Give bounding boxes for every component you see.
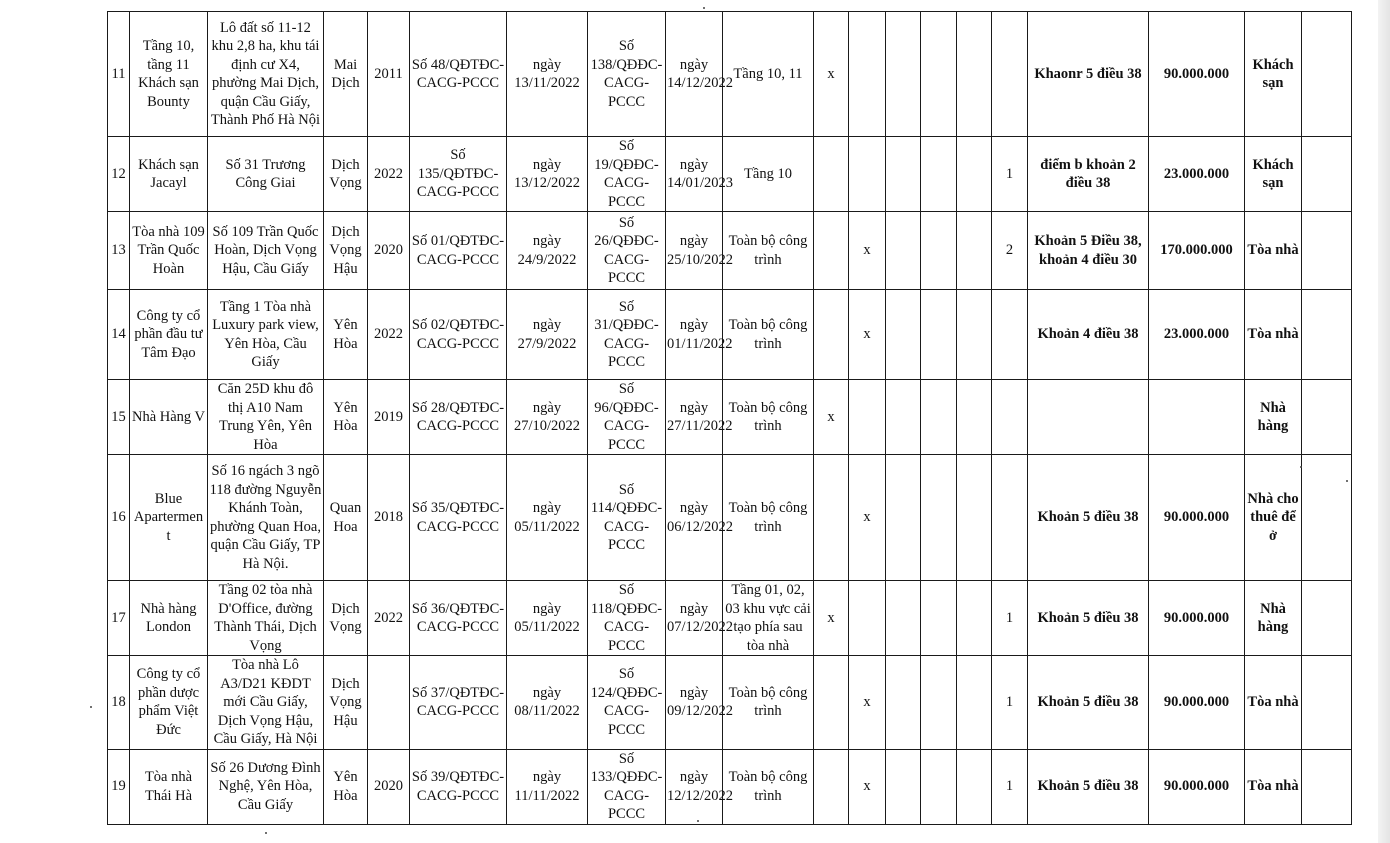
col13-cell [886,137,921,212]
name-cell: Tầng 10, tầng 11 Khách sạn Bounty [130,12,208,137]
mark2-cell: x [849,656,886,750]
count-cell [992,380,1028,455]
mark1-cell [814,290,849,380]
col13-cell [886,12,921,137]
mark1-cell: x [814,12,849,137]
approval-cell: Số 36/QĐTĐC-CACG-PCCC [410,581,507,656]
mark2-cell [849,137,886,212]
mark1-cell [814,137,849,212]
address-cell: Tầng 1 Tòa nhà Luxury park view, Yên Hòa, Cầu Giấy [208,290,324,380]
year-cell: 2022 [368,290,410,380]
col14-cell [921,380,957,455]
type-cell: Nhà hàng [1245,581,1302,656]
name-cell: Khách sạn Jacayl [130,137,208,212]
mark1-cell [814,455,849,581]
table-row [108,290,1352,380]
law-cell: điểm b khoản 2 điều 38 [1028,137,1149,212]
col14-cell [921,749,957,824]
approval-date-cell: ngày 05/11/2022 [507,455,588,581]
col14-cell [921,137,957,212]
scope-cell: Toàn bộ công trình [723,749,814,824]
blank-cell [1302,455,1352,581]
acceptance-date-cell: ngày 12/12/2022 [666,749,723,824]
year-cell: 2022 [368,137,410,212]
mark2-cell: x [849,212,886,290]
year-cell: 2011 [368,12,410,137]
law-cell: Khoản 5 điều 38 [1028,455,1149,581]
approval-date-cell: ngày 11/11/2022 [507,749,588,824]
col14-cell [921,290,957,380]
scope-cell: Toàn bộ công trình [723,455,814,581]
col13-cell [886,380,921,455]
acceptance-date-cell: ngày 25/10/2022 [666,212,723,290]
ward-cell: Yên Hòa [324,290,368,380]
col14-cell [921,12,957,137]
acceptance-cell: Số 124/QĐĐC-CACG-PCCC [588,656,666,750]
acceptance-date-cell: ngày 07/12/2022 [666,581,723,656]
mark2-cell [849,380,886,455]
type-cell: Tòa nhà [1245,290,1302,380]
ward-cell: Dịch Vọng Hậu [324,212,368,290]
col15-cell [957,12,992,137]
ward-cell: Dịch Vọng [324,581,368,656]
law-cell: Khoản 5 điều 38 [1028,581,1149,656]
address-cell: Số 26 Dương Đình Nghệ, Yên Hòa, Cầu Giấy [208,749,324,824]
stt-cell: 11 [108,12,130,137]
scan-speck [1346,480,1348,482]
col14-cell [921,212,957,290]
mark2-cell [849,12,886,137]
table-row [108,12,1352,137]
acceptance-cell: Số 114/QĐĐC-CACG-PCCC [588,455,666,581]
type-cell: Nhà cho thuê để ở [1245,455,1302,581]
table-row [108,749,1352,824]
acceptance-date-cell: ngày 14/01/2023 [666,137,723,212]
approval-cell: Số 28/QĐTĐC-CACG-PCCC [410,380,507,455]
type-cell: Tòa nhà [1245,749,1302,824]
blank-cell [1302,212,1352,290]
mark1-cell [814,212,849,290]
count-cell: 1 [992,137,1028,212]
name-cell: Tòa nhà Thái Hà [130,749,208,824]
ward-cell: Mai Dịch [324,12,368,137]
mark2-cell: x [849,455,886,581]
mark1-cell: x [814,380,849,455]
acceptance-cell: Số 118/QĐĐC-CACG-PCCC [588,581,666,656]
table-body [108,12,1352,825]
violations-table [107,11,1352,825]
acceptance-cell: Số 26/QĐĐC-CACG-PCCC [588,212,666,290]
stt-cell: 17 [108,581,130,656]
col15-cell [957,290,992,380]
acceptance-date-cell: ngày 09/12/2022 [666,656,723,750]
col14-cell [921,581,957,656]
name-cell: Công ty cổ phần dược phẩm Việt Đức [130,656,208,750]
stt-cell: 14 [108,290,130,380]
approval-cell: Số 37/QĐTĐC-CACG-PCCC [410,656,507,750]
acceptance-cell: Số 133/QĐĐC-CACG-PCCC [588,749,666,824]
type-cell: Khách sạn [1245,12,1302,137]
address-cell: Lô đất số 11-12 khu 2,8 ha, khu tái định cư X4, phường Mai Dịch, quận Cầu Giấy, Thành Phố Hà Nội [208,12,324,137]
acceptance-cell: Số 19/QĐĐC-CACG-PCCC [588,137,666,212]
acceptance-date-cell: ngày 06/12/2022 [666,455,723,581]
stt-cell: 19 [108,749,130,824]
address-cell: Tòa nhà Lô A3/D21 KĐDT mới Cầu Giấy, Dịch Vọng Hậu, Cầu Giấy, Hà Nội [208,656,324,750]
acceptance-date-cell: ngày 14/12/2022 [666,12,723,137]
fine-cell: 23.000.000 [1149,137,1245,212]
year-cell: 2020 [368,749,410,824]
approval-date-cell: ngày 05/11/2022 [507,581,588,656]
mark1-cell: x [814,581,849,656]
law-cell: Khoản 5 điều 38 [1028,656,1149,750]
ward-cell: Dịch Vọng Hậu [324,656,368,750]
fine-cell: 90.000.000 [1149,656,1245,750]
blank-cell [1302,749,1352,824]
count-cell [992,290,1028,380]
type-cell: Khách sạn [1245,137,1302,212]
name-cell: Công ty cổ phần đầu tư Tâm Đạo [130,290,208,380]
col13-cell [886,656,921,750]
mark2-cell: x [849,290,886,380]
blank-cell [1302,12,1352,137]
year-cell: 2019 [368,380,410,455]
blank-cell [1302,656,1352,750]
name-cell: Blue Apartermen t [130,455,208,581]
mark1-cell [814,656,849,750]
type-cell: Tòa nhà [1245,656,1302,750]
name-cell: Nhà hàng London [130,581,208,656]
col15-cell [957,581,992,656]
col15-cell [957,380,992,455]
approval-date-cell: ngày 13/11/2022 [507,12,588,137]
law-cell: Khoản 4 điều 38 [1028,290,1149,380]
scope-cell: Toàn bộ công trình [723,290,814,380]
acceptance-cell: Số 138/QĐĐC-CACG-PCCC [588,12,666,137]
table-row [108,212,1352,290]
address-cell: Số 31 Trương Công Giai [208,137,324,212]
scope-cell: Tầng 10 [723,137,814,212]
approval-cell: Số 35/QĐTĐC-CACG-PCCC [410,455,507,581]
fine-cell: 90.000.000 [1149,581,1245,656]
blank-cell [1302,290,1352,380]
approval-cell: Số 39/QĐTĐC-CACG-PCCC [410,749,507,824]
stt-cell: 13 [108,212,130,290]
scope-cell: Toàn bộ công trình [723,656,814,750]
scan-speck [90,706,92,708]
blank-cell [1302,380,1352,455]
col15-cell [957,212,992,290]
fine-cell: 90.000.000 [1149,12,1245,137]
mark1-cell [814,749,849,824]
col14-cell [921,455,957,581]
col13-cell [886,749,921,824]
stt-cell: 15 [108,380,130,455]
acceptance-cell: Số 96/QĐĐC-CACG-PCCC [588,380,666,455]
scan-speck [265,832,267,834]
count-cell: 1 [992,749,1028,824]
approval-cell: Số 135/QĐTĐC-CACG-PCCC [410,137,507,212]
fine-cell [1149,380,1245,455]
acceptance-date-cell: ngày 27/11/2022 [666,380,723,455]
blank-cell [1302,581,1352,656]
approval-date-cell: ngày 08/11/2022 [507,656,588,750]
address-cell: Số 109 Trần Quốc Hoàn, Dịch Vọng Hậu, Cầu Giấy [208,212,324,290]
approval-cell: Số 48/QĐTĐC-CACG-PCCC [410,12,507,137]
count-cell: 1 [992,581,1028,656]
table-row [108,380,1352,455]
type-cell: Nhà hàng [1245,380,1302,455]
fine-cell: 170.000.000 [1149,212,1245,290]
blank-cell [1302,137,1352,212]
law-cell [1028,380,1149,455]
mark2-cell: x [849,749,886,824]
scope-cell: Tầng 01, 02, 03 khu vực cải tạo phía sau tòa nhà [723,581,814,656]
year-cell [368,656,410,750]
approval-date-cell: ngày 27/9/2022 [507,290,588,380]
scan-speck [703,7,705,9]
mark2-cell [849,581,886,656]
address-cell: Căn 25D khu đô thị A10 Nam Trung Yên, Yên Hòa [208,380,324,455]
stt-cell: 18 [108,656,130,750]
col15-cell [957,656,992,750]
count-cell: 2 [992,212,1028,290]
scan-speck [697,820,699,822]
acceptance-date-cell: ngày 01/11/2022 [666,290,723,380]
type-cell: Tòa nhà [1245,212,1302,290]
scope-cell: Tầng 10, 11 [723,12,814,137]
law-cell: Khoản 5 điều 38 [1028,749,1149,824]
address-cell: Tầng 02 tòa nhà D'Office, đường Thành Thái, Dịch Vọng [208,581,324,656]
fine-cell: 90.000.000 [1149,749,1245,824]
year-cell: 2022 [368,581,410,656]
year-cell: 2018 [368,455,410,581]
table-row [108,581,1352,656]
count-cell [992,12,1028,137]
ward-cell: Yên Hòa [324,380,368,455]
page-edge-shadow [1378,0,1390,843]
table-row [108,656,1352,750]
stt-cell: 12 [108,137,130,212]
count-cell [992,455,1028,581]
scope-cell: Toàn bộ công trình [723,380,814,455]
year-cell: 2020 [368,212,410,290]
stt-cell: 16 [108,455,130,581]
ward-cell: Quan Hoa [324,455,368,581]
ward-cell: Dịch Vọng [324,137,368,212]
col13-cell [886,212,921,290]
scan-speck [1300,466,1302,468]
col13-cell [886,581,921,656]
law-cell: Khoản 5 Điều 38, khoản 4 điều 30 [1028,212,1149,290]
table-row [108,455,1352,581]
name-cell: Nhà Hàng V [130,380,208,455]
approval-date-cell: ngày 27/10/2022 [507,380,588,455]
approval-date-cell: ngày 13/12/2022 [507,137,588,212]
approval-cell: Số 02/QĐTĐC-CACG-PCCC [410,290,507,380]
acceptance-cell: Số 31/QĐĐC-CACG-PCCC [588,290,666,380]
address-cell: Số 16 ngách 3 ngõ 118 đường Nguyễn Khánh Toàn, phường Quan Hoa, quận Cầu Giấy, TP Hà Nội. [208,455,324,581]
col15-cell [957,137,992,212]
col13-cell [886,290,921,380]
law-cell: Khaonr 5 điều 38 [1028,12,1149,137]
col15-cell [957,455,992,581]
fine-cell: 23.000.000 [1149,290,1245,380]
col14-cell [921,656,957,750]
approval-cell: Số 01/QĐTĐC-CACG-PCCC [410,212,507,290]
count-cell: 1 [992,656,1028,750]
col13-cell [886,455,921,581]
approval-date-cell: ngày 24/9/2022 [507,212,588,290]
col15-cell [957,749,992,824]
scope-cell: Toàn bộ công trình [723,212,814,290]
name-cell: Tòa nhà 109 Trần Quốc Hoàn [130,212,208,290]
table-row [108,137,1352,212]
ward-cell: Yên Hòa [324,749,368,824]
fine-cell: 90.000.000 [1149,455,1245,581]
